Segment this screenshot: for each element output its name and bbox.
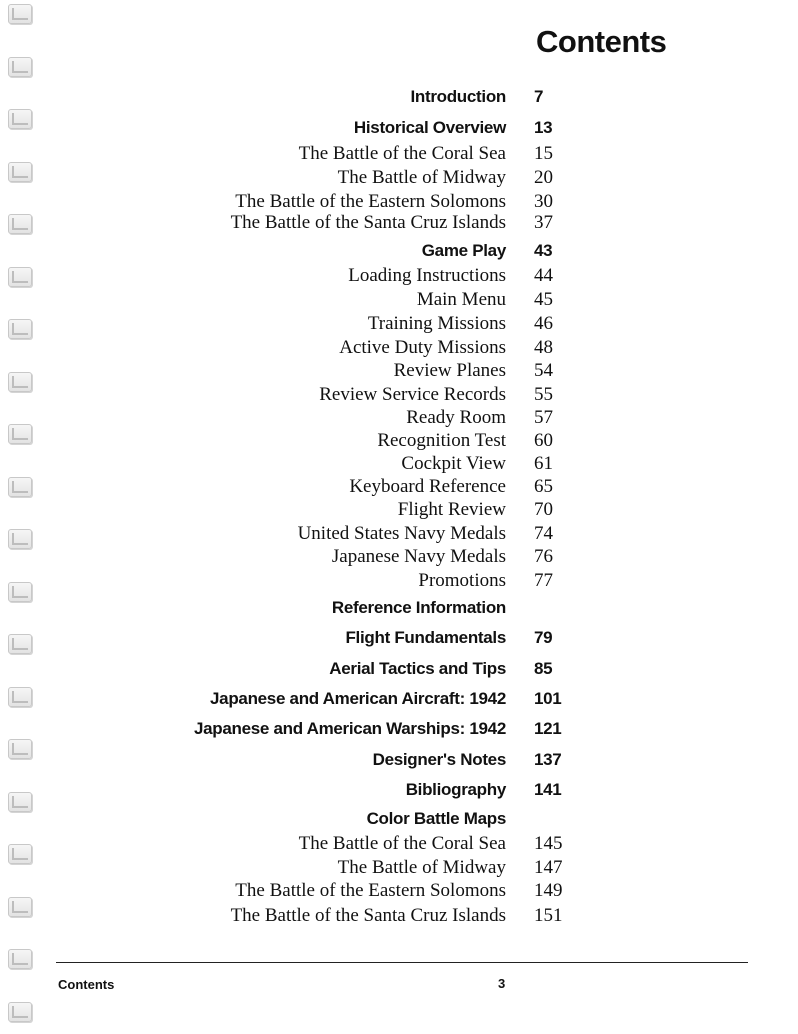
toc-entry-page: 76	[534, 546, 553, 567]
toc-entry-title: Training Missions	[367, 313, 506, 334]
toc-entry-page: 15	[534, 143, 553, 164]
toc-entry-title: Review Planes	[393, 360, 506, 381]
toc-entry-page: 48	[534, 337, 553, 358]
toc-entry-title: Review Service Records	[319, 384, 506, 405]
toc-entry-title: Japanese and American Aircraft: 1942	[210, 689, 506, 708]
footer-section-label: Contents	[58, 977, 115, 992]
toc-entry	[0, 265, 798, 289]
toc-entry	[0, 598, 798, 622]
page-title: Contents	[536, 24, 667, 59]
toc-entry	[0, 719, 798, 743]
toc-entry-title: The Battle of the Eastern Solomons	[235, 191, 506, 212]
toc-entry-page: 79	[534, 628, 553, 647]
toc-entry-page: 147	[534, 857, 563, 878]
toc-entry-page: 85	[534, 659, 553, 678]
toc-entry-page: 145	[534, 833, 563, 854]
toc-entry-page: 137	[534, 750, 562, 769]
footer-divider	[56, 962, 748, 963]
toc-entry	[0, 241, 798, 265]
toc-entry-page: 141	[534, 780, 562, 799]
toc-entry-title: Japanese and American Warships: 1942	[193, 719, 506, 738]
toc-entry-title: Reference Information	[331, 598, 506, 617]
toc-entry	[0, 384, 798, 408]
toc-entry-title: The Battle of Midway	[337, 167, 506, 188]
toc-entry-title: United States Navy Medals	[297, 523, 506, 544]
toc-entry-page: 13	[534, 118, 553, 137]
toc-entry-title: Promotions	[418, 570, 506, 591]
toc-entry-page: 37	[534, 212, 553, 233]
toc-entry-title: Aerial Tactics and Tips	[329, 659, 506, 678]
toc-entry	[0, 880, 798, 904]
toc-entry	[0, 212, 798, 236]
footer-page-number: 3	[498, 976, 506, 991]
toc-entry	[0, 167, 798, 191]
toc-entry	[0, 750, 798, 774]
toc-entry-page: 151	[534, 905, 563, 926]
toc-entry	[0, 360, 798, 384]
toc-entry	[0, 659, 798, 683]
toc-entry-title: Flight Review	[397, 499, 506, 520]
toc-entry-page: 65	[534, 476, 553, 497]
toc-entry	[0, 118, 798, 142]
toc-entry	[0, 143, 798, 167]
toc-entry	[0, 546, 798, 570]
toc-entry	[0, 570, 798, 594]
toc-entry-title: Designer's Notes	[372, 750, 506, 769]
toc-entry	[0, 313, 798, 337]
toc-entry-page: 60	[534, 430, 553, 451]
toc-entry-page: 45	[534, 289, 553, 310]
toc-entry-page: 121	[534, 719, 562, 738]
toc-entry	[0, 407, 798, 431]
toc-entry-page: 20	[534, 167, 553, 188]
toc-entry-page: 74	[534, 523, 553, 544]
toc-entry-page: 44	[534, 265, 553, 286]
toc-entry	[0, 628, 798, 652]
toc-entry-title: Cockpit View	[401, 453, 506, 474]
toc-entry-title: Active Duty Missions	[339, 337, 506, 358]
toc-entry	[0, 780, 798, 804]
toc-entry	[0, 689, 798, 713]
toc-entry-title: The Battle of the Santa Cruz Islands	[230, 905, 506, 926]
toc-entry-page: 77	[534, 570, 553, 591]
toc-entry	[0, 430, 798, 454]
toc-entry-title: Loading Instructions	[348, 265, 506, 286]
toc-entry-title: Japanese Navy Medals	[331, 546, 506, 567]
toc-entry-title: Game Play	[421, 241, 506, 260]
toc-entry-title: The Battle of the Coral Sea	[298, 143, 506, 164]
toc-entry-title: Keyboard Reference	[349, 476, 506, 497]
toc-entry-title: Historical Overview	[353, 118, 506, 137]
toc-entry-title: The Battle of the Santa Cruz Islands	[230, 212, 506, 233]
toc-entry-title: Color Battle Maps	[366, 809, 506, 828]
toc-entry	[0, 476, 798, 500]
toc-entry-page: 46	[534, 313, 553, 334]
toc-entry-page: 61	[534, 453, 553, 474]
toc-entry-page: 101	[534, 689, 562, 708]
toc-entry-page: 30	[534, 191, 553, 212]
toc-entry-title: The Battle of the Eastern Solomons	[235, 880, 506, 901]
toc-entry	[0, 809, 798, 833]
toc-entry	[0, 87, 798, 111]
toc-entry	[0, 905, 798, 929]
toc-entry	[0, 337, 798, 361]
toc-entry	[0, 453, 798, 477]
toc-entry-page: 43	[534, 241, 553, 260]
toc-entry-title: Bibliography	[405, 780, 506, 799]
toc-entry	[0, 857, 798, 881]
toc-entry-title: Flight Fundamentals	[345, 628, 506, 647]
toc-entry	[0, 289, 798, 313]
toc-entry-title: Ready Room	[406, 407, 506, 428]
toc-entry-page: 149	[534, 880, 563, 901]
toc-entry-title: Recognition Test	[377, 430, 506, 451]
toc-entry-title: The Battle of Midway	[337, 857, 506, 878]
toc-entry-page: 70	[534, 499, 553, 520]
toc-entry-page: 57	[534, 407, 553, 428]
toc-entry-title: Introduction	[410, 87, 506, 106]
toc-entry-title: Main Menu	[416, 289, 506, 310]
toc-entry	[0, 499, 798, 523]
toc-entry-page: 55	[534, 384, 553, 405]
toc-entry	[0, 523, 798, 547]
toc-entry	[0, 833, 798, 857]
toc-entry-page: 7	[534, 87, 544, 106]
toc-entry-title: The Battle of the Coral Sea	[298, 833, 506, 854]
toc-entry-page: 54	[534, 360, 553, 381]
